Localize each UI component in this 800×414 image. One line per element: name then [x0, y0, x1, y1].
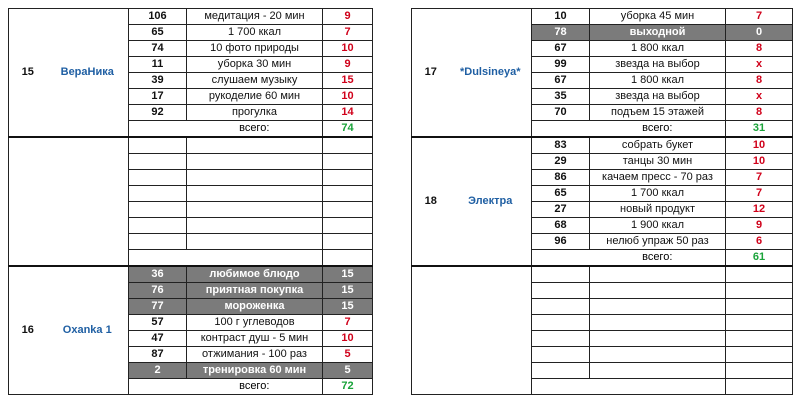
total-spacer — [129, 121, 187, 138]
task-name: контраст душ - 5 мин — [187, 331, 323, 347]
task-points — [323, 154, 373, 170]
task-number: 36 — [129, 266, 187, 283]
task-points — [726, 299, 793, 315]
table-row — [412, 266, 793, 283]
participant-number — [9, 137, 47, 266]
total-sum: 31 — [726, 121, 793, 138]
task-points: 5 — [323, 363, 373, 379]
task-name — [187, 137, 323, 154]
task-number — [129, 154, 187, 170]
task-name: 1 700 ккал — [590, 186, 726, 202]
left-score-table — [8, 8, 373, 395]
total-sum — [726, 379, 793, 395]
table-row — [9, 137, 373, 154]
task-points — [726, 266, 793, 283]
task-name: тренировка 60 мин — [187, 363, 323, 379]
task-points: 9 — [323, 9, 373, 25]
task-name: 1 800 ккал — [590, 41, 726, 57]
task-name: уборка 45 мин — [590, 9, 726, 25]
task-name: прогулка — [187, 105, 323, 121]
task-number — [129, 218, 187, 234]
participant-number: 18 — [412, 137, 450, 266]
task-points — [323, 234, 373, 250]
participant-number — [412, 266, 450, 395]
participant-name: Электра — [450, 137, 532, 266]
total-sum: 74 — [323, 121, 373, 138]
task-points: 10 — [726, 154, 793, 170]
task-number: 10 — [532, 9, 590, 25]
task-number: 76 — [129, 283, 187, 299]
task-points: 9 — [323, 57, 373, 73]
task-number — [532, 363, 590, 379]
task-number: 99 — [532, 57, 590, 73]
task-number: 86 — [532, 170, 590, 186]
task-number: 29 — [532, 154, 590, 170]
task-name: любимое блюдо — [187, 266, 323, 283]
task-name — [187, 170, 323, 186]
task-number: 68 — [532, 218, 590, 234]
task-name: 1 800 ккал — [590, 73, 726, 89]
task-name — [590, 363, 726, 379]
task-name — [590, 299, 726, 315]
task-points: 8 — [726, 105, 793, 121]
participant-name — [450, 266, 532, 395]
task-name: рукоделие 60 мин — [187, 89, 323, 105]
total-label: всего: — [187, 121, 323, 138]
participant-number: 15 — [9, 9, 47, 138]
task-number: 57 — [129, 315, 187, 331]
participant-number: 17 — [412, 9, 450, 138]
task-number: 35 — [532, 89, 590, 105]
task-number — [532, 331, 590, 347]
task-name: качаем пресс - 70 раз — [590, 170, 726, 186]
task-number: 67 — [532, 73, 590, 89]
task-points: 15 — [323, 73, 373, 89]
participant-name: Oxanka 1 — [47, 266, 129, 395]
task-points: 7 — [726, 186, 793, 202]
task-name: новый продукт — [590, 202, 726, 218]
participant-number: 16 — [9, 266, 47, 395]
task-number — [532, 347, 590, 363]
task-number: 39 — [129, 73, 187, 89]
participant-name: *Dulsineya* — [450, 9, 532, 138]
total-spacer — [129, 379, 187, 395]
task-name: танцы 30 мин — [590, 154, 726, 170]
right-score-table — [411, 8, 793, 395]
total-label — [187, 250, 323, 267]
task-number: 87 — [129, 347, 187, 363]
task-number: 2 — [129, 363, 187, 379]
task-number — [129, 202, 187, 218]
task-name — [590, 315, 726, 331]
task-points — [726, 283, 793, 299]
task-name: слушаем музыку — [187, 73, 323, 89]
task-number: 65 — [129, 25, 187, 41]
task-name: 1 700 ккал — [187, 25, 323, 41]
task-points: x — [726, 89, 793, 105]
task-number: 83 — [532, 137, 590, 154]
task-name: собрать букет — [590, 137, 726, 154]
task-name: 1 900 ккал — [590, 218, 726, 234]
task-name — [187, 202, 323, 218]
task-points — [726, 347, 793, 363]
participant-name — [47, 137, 129, 266]
task-number: 92 — [129, 105, 187, 121]
task-number: 17 — [129, 89, 187, 105]
task-points: 7 — [726, 9, 793, 25]
task-name — [187, 186, 323, 202]
task-points — [726, 315, 793, 331]
task-points: 10 — [323, 41, 373, 57]
right-table — [411, 8, 793, 395]
task-points: 12 — [726, 202, 793, 218]
task-points: 10 — [323, 89, 373, 105]
task-name: подъем 15 этажей — [590, 105, 726, 121]
task-points: 7 — [323, 25, 373, 41]
task-points: 14 — [323, 105, 373, 121]
task-points: 15 — [323, 283, 373, 299]
total-label: всего: — [590, 121, 726, 138]
task-points: 8 — [726, 73, 793, 89]
table-row — [9, 9, 373, 25]
task-points: 7 — [323, 315, 373, 331]
task-points — [726, 363, 793, 379]
task-number: 78 — [532, 25, 590, 41]
task-number: 11 — [129, 57, 187, 73]
task-name — [187, 154, 323, 170]
task-name: уборка 30 мин — [187, 57, 323, 73]
task-name — [187, 234, 323, 250]
task-number — [129, 234, 187, 250]
task-points — [323, 170, 373, 186]
task-points: x — [726, 57, 793, 73]
task-points — [726, 331, 793, 347]
task-name: выходной — [590, 25, 726, 41]
total-sum: 72 — [323, 379, 373, 395]
total-sum: 61 — [726, 250, 793, 267]
task-number: 47 — [129, 331, 187, 347]
task-points: 5 — [323, 347, 373, 363]
table-row — [9, 266, 373, 283]
task-number — [129, 170, 187, 186]
task-name — [187, 218, 323, 234]
task-name: звезда на выбор — [590, 89, 726, 105]
task-name: 100 г углеводов — [187, 315, 323, 331]
left-table — [8, 8, 373, 395]
total-sum — [323, 250, 373, 267]
task-name: мороженка — [187, 299, 323, 315]
task-number — [129, 186, 187, 202]
task-name: приятная покупка — [187, 283, 323, 299]
task-points: 0 — [726, 25, 793, 41]
task-number: 96 — [532, 234, 590, 250]
task-points — [323, 186, 373, 202]
task-number: 67 — [532, 41, 590, 57]
task-points: 8 — [726, 41, 793, 57]
total-label: всего: — [187, 379, 323, 395]
total-spacer — [532, 250, 590, 267]
task-points: 10 — [323, 331, 373, 347]
task-name — [590, 283, 726, 299]
task-points — [323, 137, 373, 154]
task-points: 6 — [726, 234, 793, 250]
task-name: медитация - 20 мин — [187, 9, 323, 25]
task-number — [129, 137, 187, 154]
task-number: 77 — [129, 299, 187, 315]
task-number: 106 — [129, 9, 187, 25]
task-name — [590, 347, 726, 363]
task-points: 7 — [726, 170, 793, 186]
task-name: 10 фото природы — [187, 41, 323, 57]
task-points: 10 — [726, 137, 793, 154]
task-points — [323, 218, 373, 234]
table-row — [412, 9, 793, 25]
task-name: нелюб упраж 50 раз — [590, 234, 726, 250]
task-number: 27 — [532, 202, 590, 218]
participant-name: ВераНика — [47, 9, 129, 138]
task-number — [532, 266, 590, 283]
task-points — [323, 202, 373, 218]
task-name: отжимания - 100 раз — [187, 347, 323, 363]
total-spacer — [532, 379, 590, 395]
task-number: 74 — [129, 41, 187, 57]
task-number: 70 — [532, 105, 590, 121]
task-number — [532, 299, 590, 315]
total-spacer — [129, 250, 187, 267]
task-name: звезда на выбор — [590, 57, 726, 73]
task-name — [590, 266, 726, 283]
task-points: 15 — [323, 299, 373, 315]
task-number: 65 — [532, 186, 590, 202]
task-number — [532, 283, 590, 299]
task-points: 15 — [323, 266, 373, 283]
total-label — [590, 379, 726, 395]
total-label: всего: — [590, 250, 726, 267]
task-points: 9 — [726, 218, 793, 234]
task-name — [590, 331, 726, 347]
task-number — [532, 315, 590, 331]
table-row — [412, 137, 793, 154]
total-spacer — [532, 121, 590, 138]
